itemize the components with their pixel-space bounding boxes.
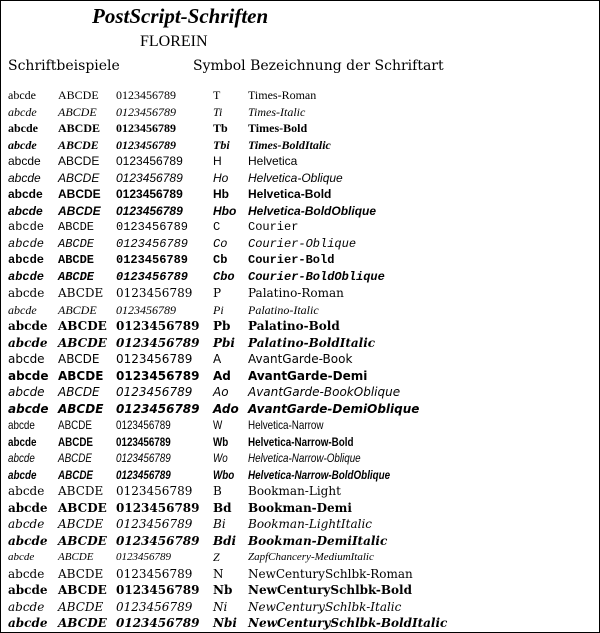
font-row-zapfchancery xyxy=(0,549,600,566)
sample-digits: 0123456789 xyxy=(116,418,171,432)
sample-uppercase: ABCDE xyxy=(58,187,101,201)
sample-digits: 0123456789 xyxy=(116,154,183,168)
font-name: NewCenturySchlbk-BoldItalic xyxy=(248,616,448,630)
font-symbol: Pbi xyxy=(213,335,235,350)
sample-digits: 0123456789 xyxy=(116,335,200,350)
sample-uppercase: ABCDE xyxy=(58,203,101,218)
sample-uppercase: ABCDE xyxy=(58,352,100,366)
sample-lowercase: abcde xyxy=(8,236,45,251)
sample-digits: 0123456789 xyxy=(116,401,200,416)
sample-lowercase: abcde xyxy=(8,434,37,449)
sample-digits: 0123456789 xyxy=(116,484,193,498)
font-symbol: Pi xyxy=(213,302,224,317)
sample-uppercase: ABCDE xyxy=(58,236,95,251)
sample-lowercase: abcde xyxy=(8,418,35,432)
sample-lowercase: abcde xyxy=(8,137,37,152)
font-row-bookman-lightitalic xyxy=(0,516,600,533)
font-row-times-bolditalic xyxy=(0,137,600,154)
font-name: Bookman-Light xyxy=(248,484,341,498)
font-name: Bookman-DemiItalic xyxy=(248,533,388,548)
sample-uppercase: ABCDE xyxy=(58,104,97,119)
font-name: Helvetica-Narrow-Oblique xyxy=(248,451,361,465)
sample-digits: 0123456789 xyxy=(116,368,200,383)
sample-digits: 0123456789 xyxy=(116,302,176,317)
sample-uppercase: ABCDE xyxy=(58,385,100,399)
font-symbol: B xyxy=(213,484,222,498)
font-symbol: Cbo xyxy=(213,269,235,284)
font-name: Times-Roman xyxy=(248,88,317,102)
font-row-times-italic xyxy=(0,104,600,121)
font-row-bookman-demi xyxy=(0,500,600,517)
font-name: AvantGarde-Demi xyxy=(248,368,368,383)
font-row-palatino-bolditalic xyxy=(0,335,600,352)
sample-uppercase: ABCDE xyxy=(58,566,104,581)
font-name: Palatino-Bold xyxy=(248,319,340,333)
sample-lowercase: abcde xyxy=(8,551,35,563)
sample-digits: 0123456789 xyxy=(116,203,183,218)
sample-uppercase: ABCDE xyxy=(58,533,107,548)
sample-lowercase: abcde xyxy=(8,269,45,284)
font-name: Courier-Oblique xyxy=(248,236,357,251)
sample-digits: 0123456789 xyxy=(116,566,193,581)
sample-lowercase: abcde xyxy=(8,170,41,185)
sample-lowercase: abcde xyxy=(8,583,48,597)
sample-lowercase: abcde xyxy=(8,88,36,102)
sample-digits: 0123456789 xyxy=(116,121,176,135)
font-row-helvetica-oblique xyxy=(0,170,600,187)
sample-digits: 0123456789 xyxy=(116,187,183,201)
sample-digits: 0123456789 xyxy=(116,467,171,482)
sample-uppercase: ABCDE xyxy=(58,517,104,531)
sample-uppercase: ABCDE xyxy=(58,451,92,465)
sample-uppercase: ABCDE xyxy=(58,500,107,515)
font-row-newcentury-bold xyxy=(0,582,600,599)
sample-digits: 0123456789 xyxy=(116,220,189,234)
font-row-bookman-light xyxy=(0,483,600,500)
font-row-helvetica-boldoblique xyxy=(0,203,600,220)
font-row-avantgarde-book xyxy=(0,351,600,368)
font-name: Palatino-Italic xyxy=(248,302,319,317)
sample-lowercase: abcde xyxy=(8,385,45,399)
font-symbol: Bi xyxy=(213,517,226,531)
sample-uppercase: ABCDE xyxy=(58,418,92,432)
sample-uppercase: ABCDE xyxy=(58,253,95,267)
font-row-times-roman xyxy=(0,87,600,104)
page-title: PostScript-Schriften xyxy=(92,4,269,28)
font-symbol: Tb xyxy=(213,121,228,135)
sample-lowercase: abcde xyxy=(8,566,45,581)
sample-lowercase: abcde xyxy=(8,484,45,498)
sample-digits: 0123456789 xyxy=(116,517,193,531)
sample-digits: 0123456789 xyxy=(116,137,176,152)
font-row-palatino-roman xyxy=(0,285,600,302)
font-symbol: W xyxy=(213,418,223,432)
font-symbol: Ao xyxy=(213,385,229,399)
font-name: Times-BoldItalic xyxy=(248,137,331,152)
sample-uppercase: ABCDE xyxy=(58,551,94,563)
font-name: AvantGarde-DemiOblique xyxy=(248,401,420,416)
font-symbol: Ad xyxy=(213,368,231,383)
font-row-newcentury-italic xyxy=(0,599,600,616)
font-symbol: Pb xyxy=(213,319,231,333)
font-row-avantgarde-demioblique xyxy=(0,401,600,418)
sample-uppercase: ABCDE xyxy=(58,484,104,498)
font-row-helvetica-narrow-boldoblique xyxy=(0,467,600,484)
sample-lowercase: abcde xyxy=(8,616,48,630)
sample-lowercase: abcde xyxy=(8,368,49,383)
sample-uppercase: ABCDE xyxy=(58,88,99,102)
sample-lowercase: abcde xyxy=(8,121,38,135)
sample-uppercase: ABCDE xyxy=(58,121,101,135)
sample-digits: 0123456789 xyxy=(116,88,176,102)
font-symbol: P xyxy=(213,286,222,300)
sample-digits: 0123456789 xyxy=(116,286,193,300)
font-name: Helvetica-Narrow-BoldOblique xyxy=(248,467,391,482)
font-name: ZapfChancery-MediumItalic xyxy=(248,551,374,563)
page-subtitle: FLOREIN xyxy=(140,33,208,50)
font-name: Helvetica-Bold xyxy=(248,187,332,201)
font-symbol: Bd xyxy=(213,500,232,515)
sample-digits: 0123456789 xyxy=(116,236,189,251)
font-symbol: Wbo xyxy=(213,467,235,482)
font-row-bookman-demiitalic xyxy=(0,533,600,550)
font-symbol: Nbi xyxy=(213,616,237,630)
sample-uppercase: ABCDE xyxy=(58,269,95,284)
font-symbol: Ni xyxy=(213,599,228,614)
font-table xyxy=(0,87,600,632)
sample-digits: 0123456789 xyxy=(116,500,200,515)
sample-lowercase: abcde xyxy=(8,517,45,531)
font-name: NewCenturySchlbk-Italic xyxy=(248,599,402,614)
sample-uppercase: ABCDE xyxy=(58,368,104,383)
sample-digits: 0123456789 xyxy=(116,352,193,366)
font-name: Helvetica xyxy=(248,154,298,168)
sample-lowercase: abcde xyxy=(8,401,49,416)
sample-uppercase: ABCDE xyxy=(58,319,107,333)
font-row-helvetica-narrow-bold xyxy=(0,434,600,451)
sample-digits: 0123456789 xyxy=(116,583,200,597)
sample-uppercase: ABCDE xyxy=(58,583,107,597)
font-name: Helvetica-Narrow-Bold xyxy=(248,434,354,449)
font-name: Courier-BoldOblique xyxy=(248,269,385,284)
font-name: Helvetica-Narrow xyxy=(248,418,324,432)
font-symbol: Hb xyxy=(213,187,229,201)
font-symbol: H xyxy=(213,154,222,168)
font-name: Palatino-BoldItalic xyxy=(248,335,376,350)
sample-digits: 0123456789 xyxy=(116,434,171,449)
font-name: NewCenturySchlbk-Bold xyxy=(248,583,412,597)
font-name: Courier xyxy=(248,220,299,234)
header-symbol-name: Symbol Bezeichnung der Schriftart xyxy=(193,58,444,74)
font-name: Courier-Bold xyxy=(248,253,335,267)
font-symbol: Nb xyxy=(213,583,233,597)
font-symbol: N xyxy=(213,566,224,581)
sample-uppercase: ABCDE xyxy=(58,335,107,350)
sample-digits: 0123456789 xyxy=(116,551,171,563)
sample-lowercase: abcde xyxy=(8,533,48,548)
sample-uppercase: ABCDE xyxy=(58,220,95,234)
font-row-helvetica-bold xyxy=(0,186,600,203)
font-row-helvetica xyxy=(0,153,600,170)
font-symbol: Hbo xyxy=(213,203,237,218)
font-symbol: Wo xyxy=(213,451,228,465)
font-symbol: Wb xyxy=(213,434,229,449)
font-name: NewCenturySchlbk-Roman xyxy=(248,566,413,581)
sample-lowercase: abcde xyxy=(8,335,48,350)
sample-uppercase: ABCDE xyxy=(58,154,100,168)
font-row-courier-boldoblique xyxy=(0,269,600,286)
sample-lowercase: abcde xyxy=(8,467,37,482)
sample-digits: 0123456789 xyxy=(116,253,189,267)
font-symbol: A xyxy=(213,352,222,366)
sample-lowercase: abcde xyxy=(8,154,41,168)
font-name: Bookman-LightItalic xyxy=(248,517,373,531)
sample-uppercase: ABCDE xyxy=(58,302,97,317)
font-row-courier-bold xyxy=(0,252,600,269)
sample-uppercase: ABCDE xyxy=(58,286,104,300)
font-row-newcentury-roman xyxy=(0,566,600,583)
font-row-palatino-bold xyxy=(0,318,600,335)
font-row-times-bold xyxy=(0,120,600,137)
sample-lowercase: abcde xyxy=(8,319,48,333)
sample-uppercase: ABCDE xyxy=(58,401,104,416)
sample-digits: 0123456789 xyxy=(116,533,200,548)
font-name: AvantGarde-Book xyxy=(248,352,353,366)
sample-lowercase: abcde xyxy=(8,302,37,317)
sample-digits: 0123456789 xyxy=(116,319,200,333)
sample-uppercase: ABCDE xyxy=(58,599,104,614)
font-name: Bookman-Demi xyxy=(248,500,352,515)
sample-digits: 0123456789 xyxy=(116,385,193,399)
sample-lowercase: abcde xyxy=(8,451,35,465)
font-symbol: Z xyxy=(213,550,220,564)
sample-digits: 0123456789 xyxy=(116,170,183,185)
sample-lowercase: abcde xyxy=(8,203,43,218)
font-row-courier xyxy=(0,219,600,236)
sample-uppercase: ABCDE xyxy=(58,137,99,152)
font-row-avantgarde-bookoblique xyxy=(0,384,600,401)
font-symbol: Tbi xyxy=(213,137,230,152)
font-symbol: T xyxy=(213,88,221,102)
font-symbol: Ho xyxy=(213,170,229,185)
font-row-helvetica-narrow xyxy=(0,417,600,434)
sample-lowercase: abcde xyxy=(8,187,43,201)
sample-uppercase: ABCDE xyxy=(58,616,107,630)
font-symbol: Ado xyxy=(213,401,239,416)
font-name: Times-Bold xyxy=(248,121,308,135)
font-row-newcentury-bolditalic xyxy=(0,615,600,632)
font-symbol: C xyxy=(213,220,221,234)
font-name: Palatino-Roman xyxy=(248,286,344,300)
font-name: Helvetica-Oblique xyxy=(248,170,343,185)
font-row-avantgarde-demi xyxy=(0,368,600,385)
font-symbol: Bdi xyxy=(213,533,237,548)
header-examples: Schriftbeispiele xyxy=(8,58,120,74)
sample-lowercase: abcde xyxy=(8,599,45,614)
font-name: Times-Italic xyxy=(248,104,306,119)
sample-digits: 0123456789 xyxy=(116,104,176,119)
font-name: AvantGarde-BookOblique xyxy=(248,385,401,399)
font-symbol: Ti xyxy=(213,104,223,119)
sample-uppercase: ABCDE xyxy=(58,467,93,482)
sample-digits: 0123456789 xyxy=(116,451,171,465)
sample-digits: 0123456789 xyxy=(116,269,189,284)
sample-uppercase: ABCDE xyxy=(58,170,100,185)
sample-lowercase: abcde xyxy=(8,352,45,366)
sample-digits: 0123456789 xyxy=(116,599,193,614)
font-symbol: Cb xyxy=(213,253,228,267)
font-name: Helvetica-BoldOblique xyxy=(248,203,377,218)
sample-lowercase: abcde xyxy=(8,104,37,119)
font-row-palatino-italic xyxy=(0,302,600,319)
sample-lowercase: abcde xyxy=(8,253,45,267)
sample-lowercase: abcde xyxy=(8,286,45,300)
sample-lowercase: abcde xyxy=(8,500,48,515)
sample-uppercase: ABCDE xyxy=(58,434,93,449)
font-symbol: Co xyxy=(213,236,228,251)
font-row-helvetica-narrow-oblique xyxy=(0,450,600,467)
sample-digits: 0123456789 xyxy=(116,616,200,630)
sample-lowercase: abcde xyxy=(8,220,45,234)
font-row-courier-oblique xyxy=(0,236,600,253)
